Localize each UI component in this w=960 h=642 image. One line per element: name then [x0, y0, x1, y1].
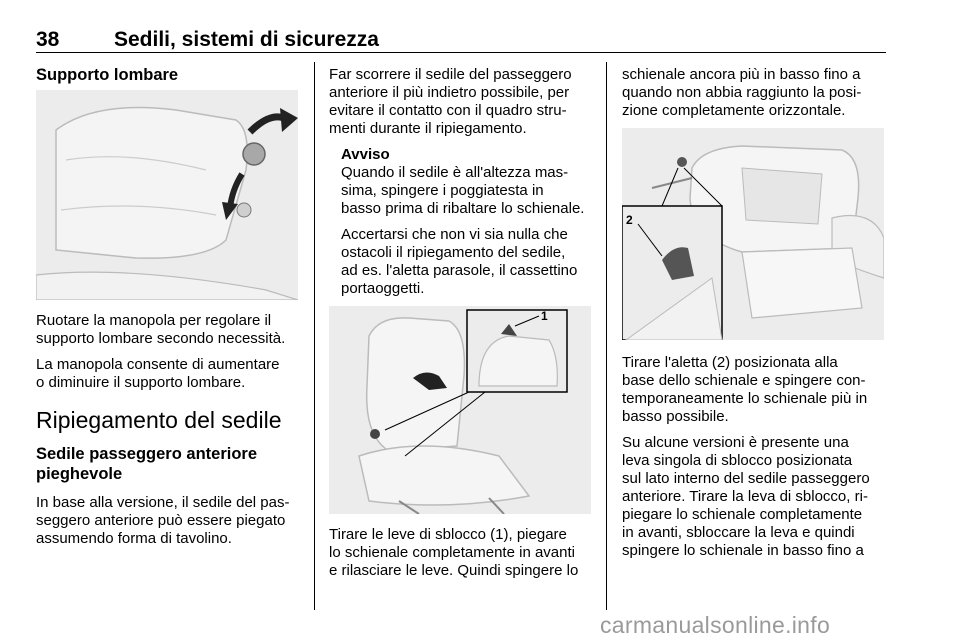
folding-text-2: Far scorrere il sedile del passeggero anteriore il più indietro possibile, per evitare il contatto con il quadro stru- menti durante il ripiegamento. [329, 66, 572, 137]
lumbar-text-2: La manopola consente di aumentare o diminuire il supporto lombare. [36, 356, 280, 391]
notice-text-1: Quando il sedile è all'altezza mas- sima, spingere i poggiatesta in basso prima di ribaltare lo schienale. [341, 164, 585, 217]
callout-label-2: 2 [626, 213, 633, 227]
figure-release-levers [329, 306, 591, 514]
lumbar-knob-icon [243, 143, 265, 165]
page-number: 38 [36, 28, 60, 51]
figure-lumbar-support [36, 90, 298, 300]
folded-seat-illustration [622, 128, 884, 340]
folding-text-1: In base alla versione, il sedile del pas- seggero anteriore può essere piegato assumendo forma di tavolino. [36, 494, 290, 547]
column-3 [622, 66, 888, 568]
notice-box [329, 146, 595, 298]
column-divider-1 [314, 62, 315, 610]
release-tab-icon [677, 157, 687, 167]
figure-folded-seat [622, 128, 884, 340]
release-lever-left-icon [370, 429, 380, 439]
section-heading-lumbar: Supporto lombare [36, 66, 179, 84]
column-divider-2 [606, 62, 607, 610]
notice-text-2: Accertarsi che non vi sia nulla che ostacoli il ripiegamento del sedile, ad es. l'aletta parasole, il cassettino portaoggetti. [341, 226, 578, 297]
callout-label-1: 1 [541, 309, 548, 323]
page-header [36, 26, 886, 53]
folding-text-3: Tirare le leve di sblocco (1), piegare lo schienale completamente in avanti e rilasciare le leve. Quindi spingere lo [329, 526, 579, 579]
notice-title: Avviso [341, 146, 390, 163]
seat-release-illustration [329, 306, 591, 514]
column-1 [36, 66, 304, 556]
running-title: Sedili, sistemi di sicurezza [114, 28, 379, 51]
folding-text-5: Tirare l'aletta (2) posizionata alla base dello schienale e spingere con- temporaneamente lo schienale più in basso possibile. [622, 354, 868, 425]
seat-lumbar-illustration [36, 90, 298, 300]
folding-text-6: Su alcune versioni è presente una leva singola di sblocco posizionata sul lato interno del sedile passeggero anteriore. Tirare la leva di sblocco, ri- piegare lo schienale completamente in avanti, sbloccare la leva e quindi spingere lo schienale in basso fino a [622, 434, 870, 559]
subsection-heading-passenger: Sedile passeggero anteriore pieghevole [36, 445, 258, 483]
watermark: carmanualsonline.info [600, 612, 831, 638]
folding-text-4: schienale ancora più in basso fino a quando non abbia raggiunto la posi- zione completamente orizzontale. [622, 66, 862, 119]
column-2 [329, 66, 595, 588]
section-heading-folding: Ripiegamento del sedile [36, 407, 282, 433]
lumbar-text-1: Ruotare la manopola per regolare il supporto lombare secondo necessità. [36, 312, 286, 347]
